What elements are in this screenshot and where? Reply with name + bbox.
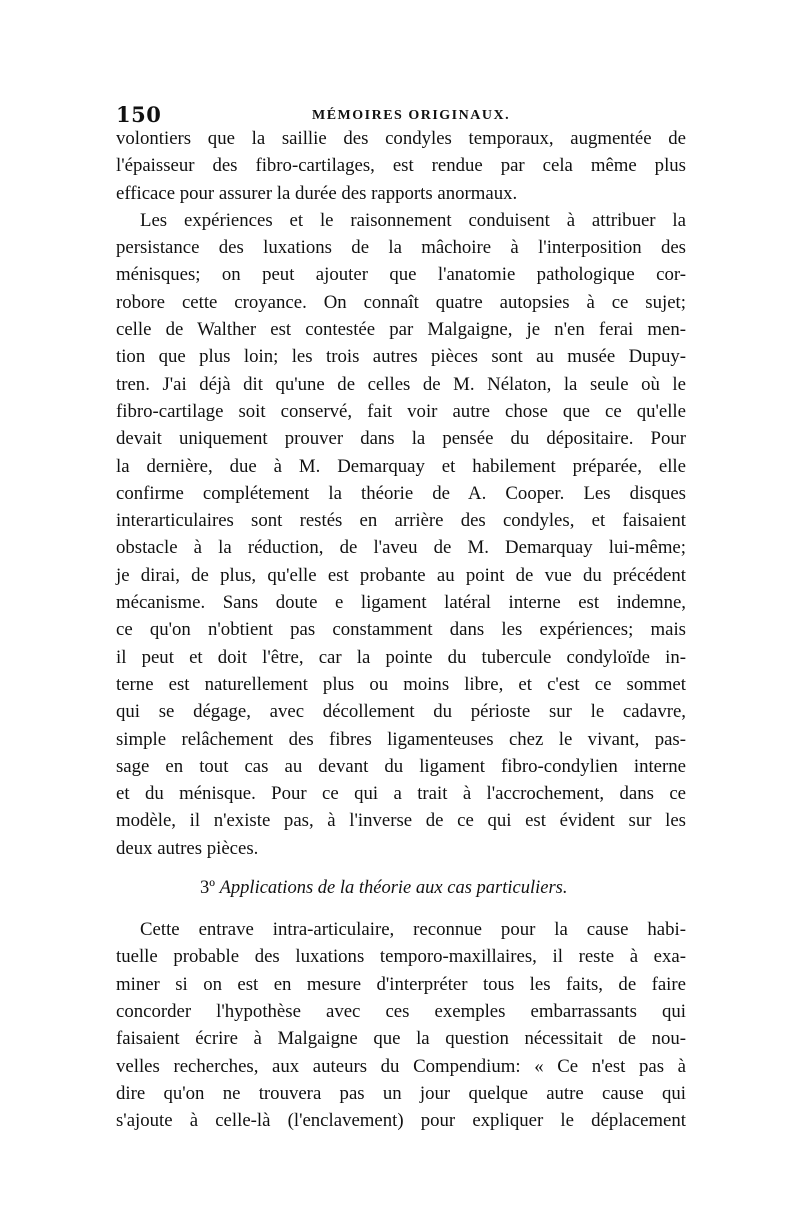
- text-line: sage en tout cas au devant du ligament fibro-condylien interne: [116, 755, 686, 777]
- section-number: 3º: [200, 878, 215, 899]
- text-line: devait uniquement prouver dans la pensée du dépositaire. Pour: [116, 428, 686, 450]
- running-head: MÉMOIRES ORIGINAUX.: [312, 108, 511, 123]
- text-line: il peut et doit l'être, car la pointe du tubercule condyloïde in-: [116, 646, 686, 668]
- text-line: volontiers que la saillie des condyles temporaux, augmentée de: [116, 128, 686, 149]
- text-line: velles recherches, aux auteurs du Compendium: « Ce n'est pas à: [116, 1055, 686, 1077]
- page-number: 150: [116, 102, 162, 127]
- text-line: miner si on est en mesure d'interpréter tous les faits, de faire: [116, 973, 686, 995]
- text-line: deux autres pièces.: [116, 837, 259, 859]
- text-line: la dernière, due à M. Demarquay et habilement préparée, elle: [116, 455, 686, 477]
- text-line: obstacle à la réduction, de l'aveu de M. Demarquay lui-même;: [116, 537, 686, 559]
- text-line: tuelle probable des luxations temporo-maxillaires, il reste à exa-: [116, 946, 686, 968]
- text-line: celle de Walther est contestée par Malgaigne, je n'en ferai men-: [116, 319, 686, 341]
- text-line: terne est naturellement plus ou moins libre, et c'est ce sommet: [116, 673, 686, 695]
- text-line: qui se dégage, avec décollement du périoste sur le cadavre,: [116, 701, 686, 723]
- page-body: [116, 125, 686, 1134]
- text-line: faisaient écrire à Malgaigne que la question nécessitait de nou-: [116, 1028, 686, 1050]
- text-line: dire qu'on ne trouvera pas un jour quelque autre cause qui: [116, 1082, 686, 1104]
- text-line: tren. J'ai déjà dit qu'une de celles de M. Nélaton, la seule où le: [116, 373, 686, 395]
- paragraph-2: [116, 207, 686, 862]
- section-heading: [116, 875, 686, 902]
- text-line: simple relâchement des fibres ligamenteuses chez le vivant, pas-: [116, 728, 686, 750]
- text-line: je dirai, de plus, qu'elle est probante au point de vue du précédent: [116, 564, 686, 586]
- text-line: Les expériences et le raisonnement conduisent à attribuer la: [140, 209, 686, 231]
- text-line: persistance des luxations de la mâchoire à l'interposition des: [116, 237, 686, 259]
- text-line: efficace pour assurer la durée des rapports anormaux.: [116, 182, 518, 204]
- section-title: Applications de la théorie aux cas particuliers.: [219, 878, 568, 899]
- text-line: l'épaisseur des fibro-cartilages, est rendue par cela même plus: [116, 155, 686, 177]
- text-line: ce qu'on n'obtient pas constamment dans les expériences; mais: [116, 619, 686, 641]
- text-line: robore cette croyance. On connaît quatre autopsies à ce sujet;: [116, 291, 686, 313]
- text-line: ménisques; on peut ajouter que l'anatomie pathologique cor-: [116, 264, 686, 286]
- text-line: Cette entrave intra-articulaire, reconnue pour la cause habi-: [140, 919, 686, 941]
- paragraph-1: [116, 125, 686, 207]
- text-line: et du ménisque. Pour ce qui a trait à l'accrochement, dans ce: [116, 783, 686, 805]
- text-line: mécanisme. Sans doute e ligament latéral interne est indemne,: [116, 592, 686, 614]
- text-line: modèle, il n'existe pas, à l'inverse de ce qui est évident sur les: [116, 810, 686, 832]
- paragraph-3: [116, 916, 686, 1134]
- text-line: s'ajoute à celle-là (l'enclavement) pour expliquer le déplacement: [116, 1110, 686, 1132]
- text-line: interarticulaires sont restés en arrière des condyles, et faisaient: [116, 510, 686, 532]
- text-line: tion que plus loin; les trois autres pièces sont au musée Dupuy-: [116, 346, 686, 368]
- text-line: fibro-cartilage soit conservé, fait voir autre chose que ce qu'elle: [116, 400, 686, 422]
- text-line: confirme complétement la théorie de A. Cooper. Les disques: [116, 482, 686, 504]
- text-line: concorder l'hypothèse avec ces exemples embarrassants qui: [116, 1000, 686, 1022]
